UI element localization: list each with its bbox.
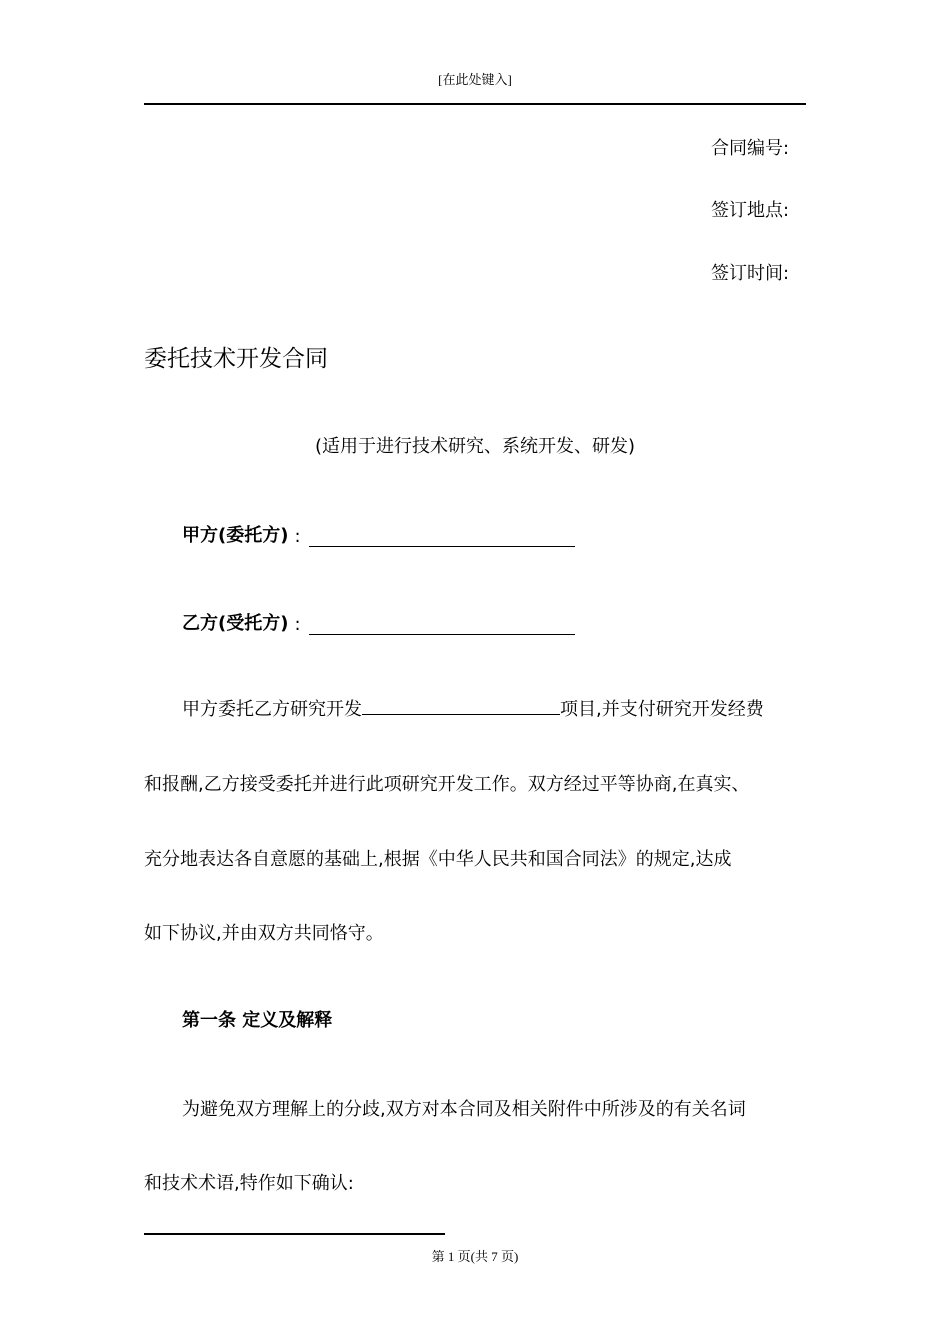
party-a-row xyxy=(182,521,575,547)
sign-place-label: 签订地点: xyxy=(711,200,790,221)
preamble-line-1 xyxy=(182,695,764,721)
article-1-line-1: 为避免双方理解上的分歧,双方对本合同及相关附件中所涉及的有关名词 xyxy=(182,1099,746,1120)
sign-time-label: 签订时间: xyxy=(711,263,790,284)
preamble-line-3: 充分地表达各自意愿的基础上,根据《中华人民共和国合同法》的规定,达成 xyxy=(144,849,732,870)
party-b-row xyxy=(182,609,575,635)
party-a-blank[interactable] xyxy=(309,528,575,547)
party-b-colon: : xyxy=(294,614,301,635)
party-b-label: 乙方(受托方) xyxy=(182,613,289,634)
contract-number-label: 合同编号: xyxy=(711,138,790,159)
preamble-line-2: 和报酬,乙方接受委托并进行此项研究开发工作。双方经过平等协商,在真实、 xyxy=(144,774,750,795)
header-divider xyxy=(144,103,806,105)
party-a-colon: : xyxy=(294,526,301,547)
document-title: 委托技术开发合同 xyxy=(144,346,328,372)
document-subtitle: (适用于进行技术研究、系统开发、研发) xyxy=(314,436,636,457)
article-1-heading: 第一条 定义及解释 xyxy=(182,1010,333,1031)
preamble-line-4: 如下协议,并由双方共同恪守。 xyxy=(144,923,384,944)
project-name-blank[interactable] xyxy=(362,698,560,715)
page-number-footer: 第 1 页(共 7 页) xyxy=(431,1249,519,1264)
article-1-line-2: 和技术术语,特作如下确认: xyxy=(144,1173,354,1194)
party-a-label: 甲方(委托方) xyxy=(182,525,289,546)
preamble-line-1-start: 甲方委托乙方研究开发 xyxy=(182,699,362,720)
party-b-blank[interactable] xyxy=(309,616,575,635)
footnote-divider xyxy=(144,1233,445,1235)
preamble-line-1-end: 项目,并支付研究开发经费 xyxy=(560,699,764,720)
page-header-placeholder[interactable]: [在此处键入] xyxy=(438,72,512,87)
